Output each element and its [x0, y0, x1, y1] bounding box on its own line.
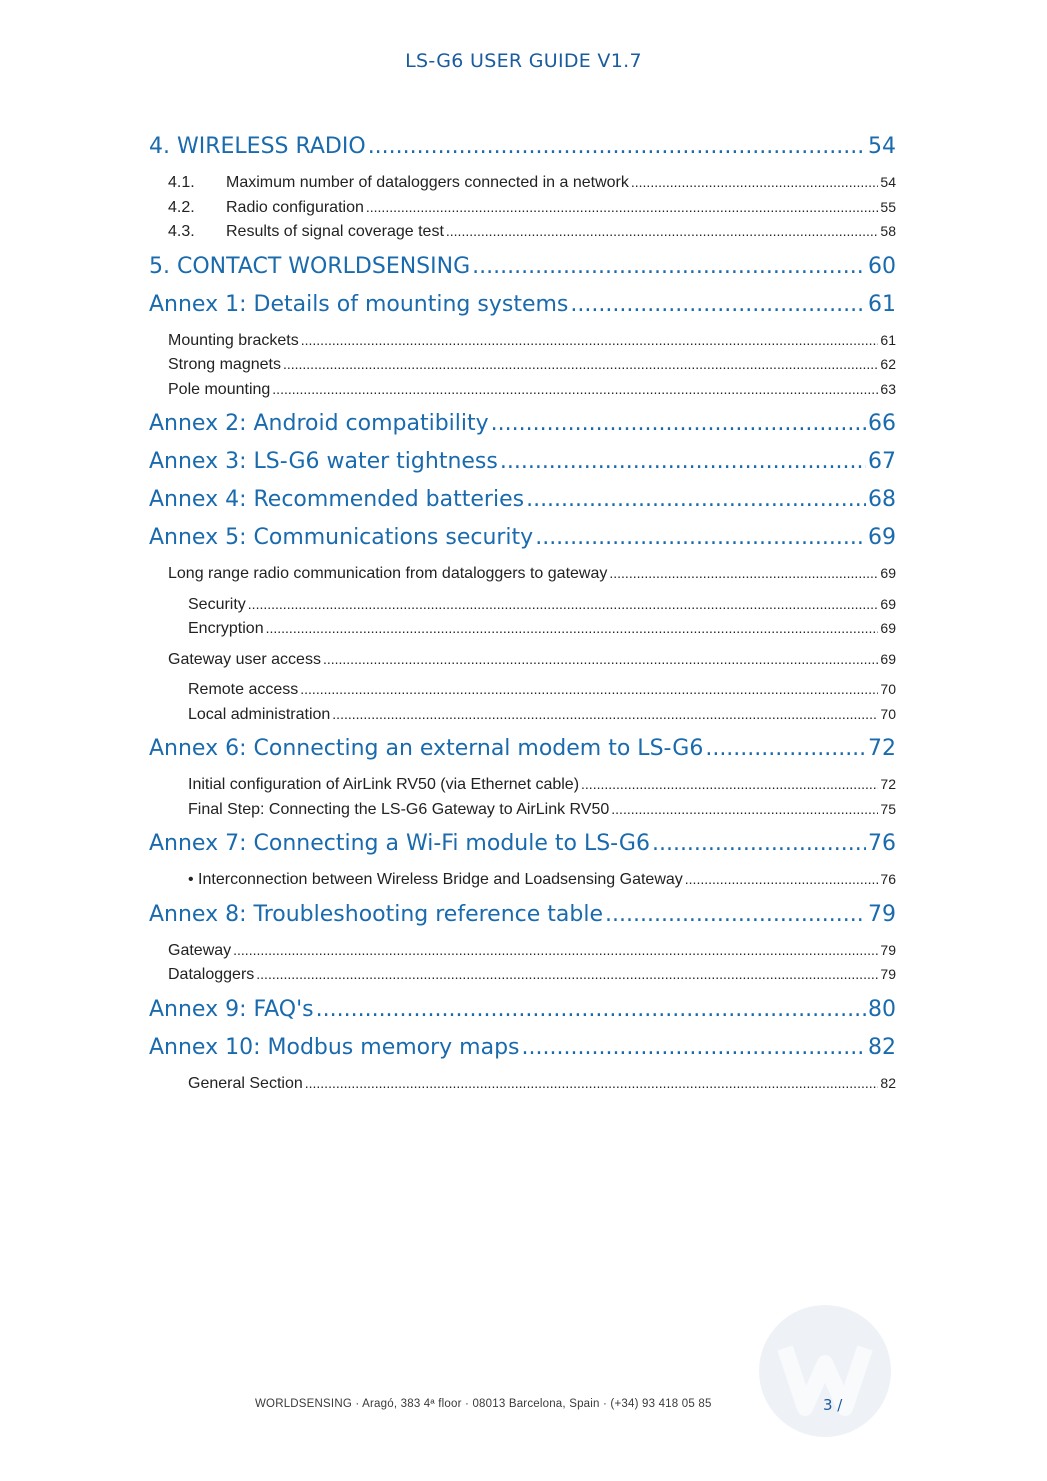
toc-entry-title: Remote access: [188, 681, 299, 698]
toc-entry[interactable]: [149, 938, 896, 963]
toc-leader-dots: [332, 702, 878, 727]
toc-page-number: 82: [880, 1074, 896, 1091]
toc-heading[interactable]: [149, 481, 896, 519]
toc-entry-title: Annex 3: LS-G6 water tightness: [149, 449, 498, 474]
toc-leader-dots: [233, 938, 878, 963]
toc-entry[interactable]: [149, 616, 896, 641]
toc-entry-title: Strong magnets: [168, 356, 281, 373]
toc-leader-dots: [685, 867, 879, 892]
toc-entry[interactable]: [149, 561, 896, 586]
toc-page-number: 80: [868, 996, 896, 1022]
page-number: 3 /: [823, 1396, 843, 1414]
toc-heading[interactable]: [149, 1029, 896, 1067]
toc-page-number: 68: [868, 487, 896, 512]
toc-entry-title: Annex 4: Recommended batteries: [149, 487, 525, 512]
toc-leader-dots: [266, 616, 879, 641]
toc-leader-dots: [609, 561, 878, 586]
toc-heading[interactable]: [149, 825, 896, 863]
toc-page-number: 79: [880, 966, 896, 982]
toc-entry-title: Annex 9: FAQ's: [149, 996, 314, 1022]
toc-entry[interactable]: [149, 1071, 896, 1096]
toc-leader-dots: [301, 328, 879, 353]
toc-entry-title: Radio configuration: [226, 198, 364, 216]
toc-page-number: 70: [880, 681, 896, 697]
toc-page-number: 66: [868, 411, 896, 436]
toc-leader-dots: [368, 128, 866, 166]
toc-page-number: 79: [868, 901, 896, 927]
toc-leader-dots: [526, 481, 866, 519]
toc-entry-title: Annex 10: Modbus memory maps: [149, 1034, 520, 1060]
toc-heading[interactable]: [149, 730, 896, 768]
toc-leader-dots: [446, 219, 879, 244]
toc-entry-title: Annex 2: Android compatibility: [149, 411, 489, 436]
toc-heading[interactable]: [149, 991, 896, 1029]
toc-entry-title: Security: [188, 595, 246, 613]
toc-leader-dots: [256, 962, 878, 987]
toc-entry-title: General Section: [188, 1074, 303, 1092]
toc-entry[interactable]: [149, 377, 896, 402]
toc-entry[interactable]: [149, 170, 896, 195]
toc-leader-dots: [300, 677, 878, 702]
toc-leader-dots: [323, 647, 878, 672]
toc-entry-title: Annex 8: Troubleshooting reference table: [149, 901, 604, 927]
toc-leader-dots: [248, 592, 879, 617]
footer-address: WORLDSENSING · Aragó, 383 4ª floor · 08013 Barcelona, Spain · (+34) 93 418 05 85: [255, 1398, 712, 1410]
toc-entry-title: Annex 6: Connecting an external modem to LS-G6: [149, 736, 704, 761]
toc-leader-dots: [305, 1071, 879, 1096]
toc-leader-dots: [491, 405, 866, 443]
toc-entry[interactable]: [149, 195, 896, 220]
toc-leader-dots: [631, 170, 879, 195]
toc-leader-dots: [283, 352, 878, 377]
toc-leader-dots: [500, 443, 866, 481]
toc-entry-title: Encryption: [188, 620, 264, 637]
toc-entry-index: 4.1.: [168, 174, 195, 191]
toc-entry-title: Gateway: [168, 941, 232, 959]
toc-entry-title: Local administration: [188, 705, 331, 723]
toc-entry-title: Pole mounting: [168, 380, 271, 398]
toc-heading[interactable]: [149, 248, 896, 286]
worldsensing-logo-icon: [755, 1293, 895, 1443]
toc-entry-title: Annex 1: Details of mounting systems: [149, 291, 569, 317]
toc-page-number: 70: [880, 705, 896, 722]
toc-entry-title: Final Step: Connecting the LS-G6 Gateway to AirLink RV50: [188, 800, 610, 818]
toc-page-number: 82: [868, 1034, 896, 1060]
toc-heading[interactable]: [149, 405, 896, 443]
toc-leader-dots: [705, 730, 866, 768]
toc-page-number: 75: [880, 800, 896, 817]
toc-entry[interactable]: [149, 352, 896, 377]
toc-entry[interactable]: [149, 772, 896, 797]
toc-page-number: 54: [868, 134, 896, 159]
toc-leader-dots: [535, 519, 866, 557]
toc-leader-dots: [652, 825, 866, 863]
toc-entry-title: 5. CONTACT WORLDSENSING: [149, 253, 471, 279]
toc-entry[interactable]: [149, 592, 896, 617]
toc-entry-index: 4.2.: [168, 198, 195, 216]
toc-page-number: 79: [880, 941, 896, 958]
toc-heading[interactable]: [149, 896, 896, 934]
toc-entry[interactable]: [149, 962, 896, 987]
toc-entry-index: 4.3.: [168, 223, 195, 240]
toc-page-number: 69: [880, 620, 896, 636]
toc-heading[interactable]: [149, 128, 896, 166]
toc-page-number: 69: [868, 525, 896, 550]
page-header-title: LS-G6 USER GUIDE V1.7: [405, 50, 642, 72]
toc-entry-title: Gateway user access: [168, 650, 321, 668]
toc-entry[interactable]: [149, 867, 896, 892]
toc-page-number: 76: [880, 871, 896, 887]
toc-heading[interactable]: [149, 286, 896, 324]
toc-entry[interactable]: [149, 328, 896, 353]
toc-page-number: 69: [880, 595, 896, 612]
toc-entry-title: Annex 5: Communications security: [149, 525, 534, 550]
toc-leader-dots: [581, 772, 878, 797]
toc-page-number: 69: [880, 650, 896, 667]
toc-page-number: 54: [880, 174, 896, 190]
toc-page-number: 55: [880, 198, 896, 215]
toc-page-number: 72: [868, 736, 896, 761]
toc-page-number: 69: [880, 565, 896, 581]
toc-entry-title: Annex 7: Connecting a Wi-Fi module to LS-G6: [149, 831, 650, 856]
toc-entry[interactable]: [149, 702, 896, 727]
toc-entry-title: Initial configuration of AirLink RV50 (via Ethernet cable): [188, 776, 580, 793]
toc-entry-title: 4. WIRELESS RADIO: [149, 134, 366, 159]
toc-entry[interactable]: [149, 797, 896, 822]
toc-leader-dots: [570, 286, 866, 324]
toc-entry[interactable]: [149, 677, 896, 702]
toc-page-number: 76: [868, 831, 896, 856]
toc-heading[interactable]: [149, 519, 896, 557]
toc-leader-dots: [272, 377, 878, 402]
toc-leader-dots: [472, 248, 866, 286]
toc-entry-title: Mounting brackets: [168, 331, 299, 349]
toc-entry-title: • Interconnection between Wireless Bridge and Loadsensing Gateway: [188, 871, 683, 888]
toc-entry-title: Results of signal coverage test: [226, 223, 444, 240]
toc-heading[interactable]: [149, 443, 896, 481]
toc-leader-dots: [611, 797, 878, 822]
toc-page-number: 62: [880, 356, 896, 372]
toc-entry-title: Long range radio communication from dataloggers to gateway: [168, 565, 608, 582]
toc-entry-title: Maximum number of dataloggers connected in a network: [226, 174, 629, 191]
toc-leader-dots: [522, 1029, 866, 1067]
toc-entry-title: Dataloggers: [168, 966, 255, 983]
toc-leader-dots: [605, 896, 866, 934]
table-of-contents: [149, 128, 896, 1095]
toc-leader-dots: [366, 195, 879, 220]
toc-page-number: 60: [868, 253, 896, 279]
toc-entry[interactable]: [149, 219, 896, 244]
toc-entry[interactable]: [149, 647, 896, 672]
toc-page-number: 58: [880, 223, 896, 239]
toc-leader-dots: [316, 991, 866, 1029]
toc-page-number: 61: [868, 291, 896, 317]
toc-page-number: 63: [880, 380, 896, 397]
toc-page-number: 67: [868, 449, 896, 474]
toc-page-number: 61: [880, 331, 896, 348]
toc-page-number: 72: [880, 776, 896, 792]
